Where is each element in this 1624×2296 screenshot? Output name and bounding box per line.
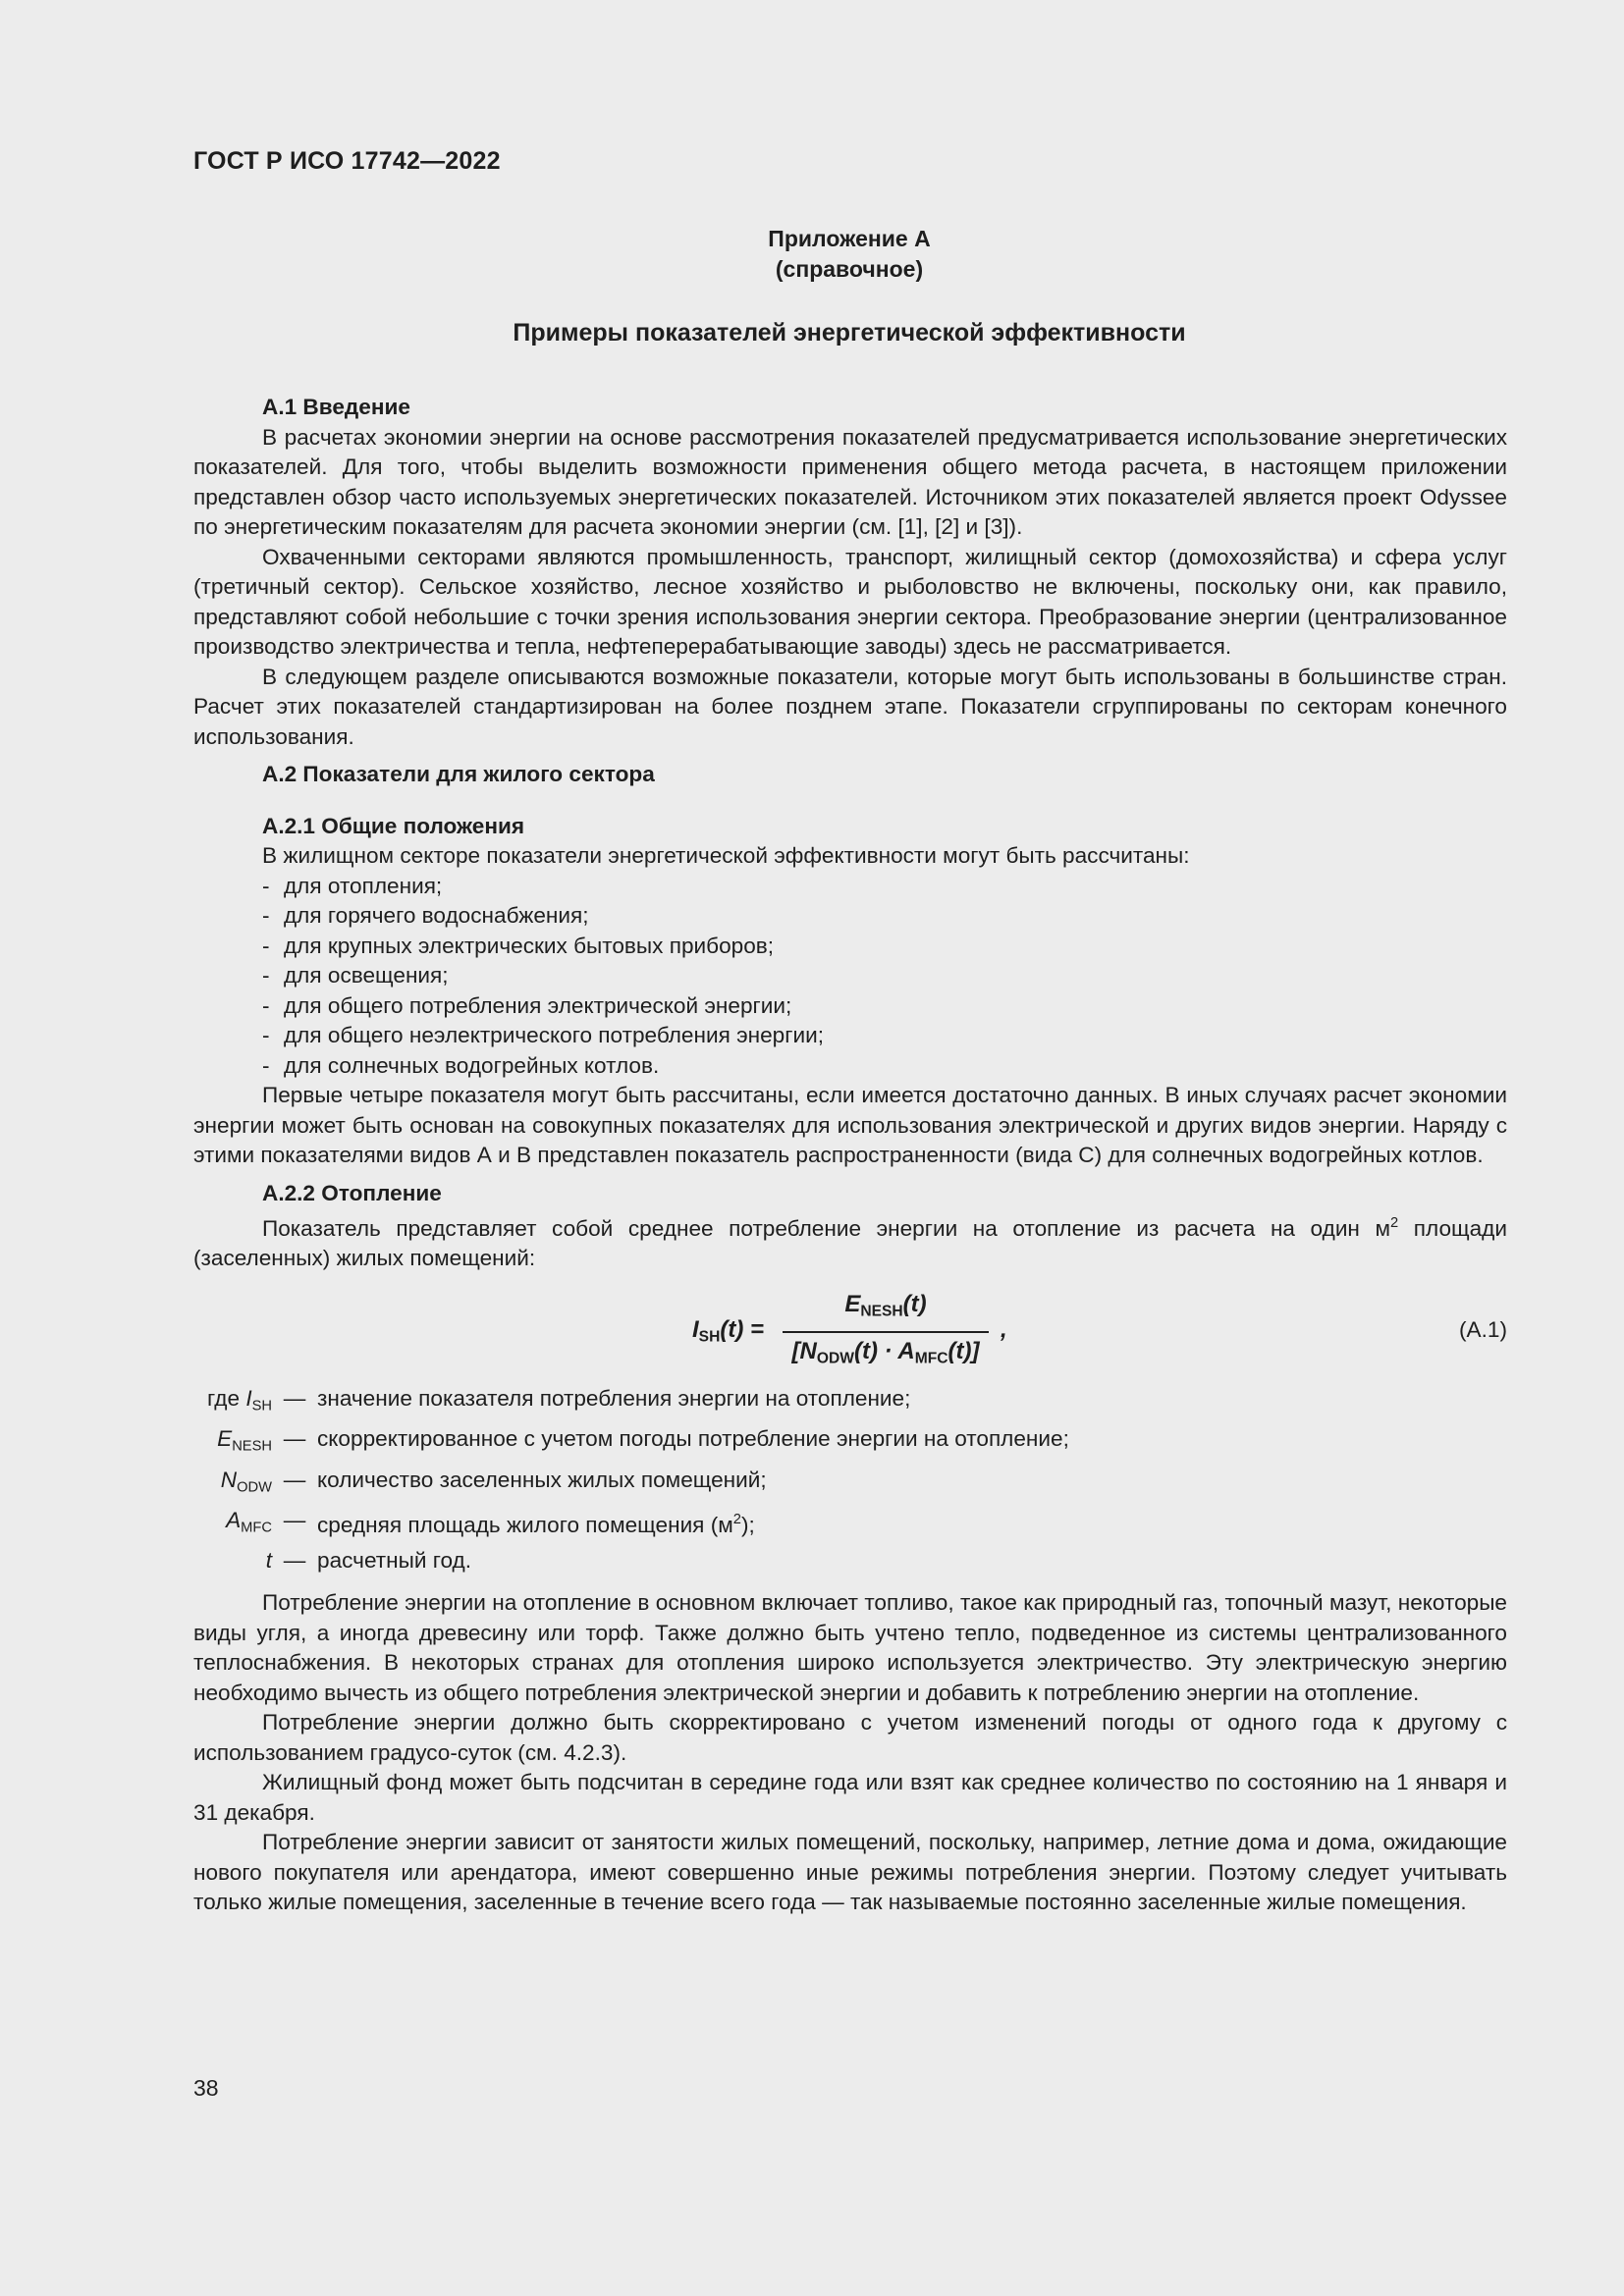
formula-number: (А.1): [1459, 1316, 1507, 1342]
legend-row: $A_{MFC}$ — средняя площадь жилого помещения $(м^2)$;: [191, 1504, 1069, 1544]
annex-type: (справочное): [775, 256, 924, 282]
annex-heading: [0, 224, 1624, 285]
paragraph: Показатель представляет собой среднее потребление энергии на отопление из расчета на один $м^2$ площади (заселенных) жилых помещений:: [193, 1215, 1507, 1271]
formula-numerator: $E_{NESH}(t)$: [783, 1290, 989, 1333]
formula-denominator: $[N_{ODW}(t) \cdot A_{MFC}(t)]$: [791, 1337, 980, 1367]
paragraph: Потребление энергии зависит от занятости жилых помещений, поскольку, например, летние дома и дома, ожидающие нового покупателя или арендатора, имеют совершенно иные режимы потребления энергии. Поэтому следует учитывать только жилые помещения, заселенные в течение всего года — так называемые постоянно заселенные жилые помещения.: [193, 1830, 1507, 1915]
section-a21-heading: А.2.1 Общие положения: [262, 813, 525, 838]
list-item: - для горячего водоснабжения;: [262, 901, 1507, 932]
legend-row: $N_{ODW}$ — количество заселенных жилых помещений;: [191, 1464, 1069, 1504]
page-number: 38: [193, 2075, 219, 2101]
legend-description: средняя площадь жилого помещения $(м^2)$;: [317, 1512, 755, 1537]
formula-a1: [193, 1290, 1507, 1378]
indicator-list: [193, 872, 1507, 1082]
where-legend: [191, 1382, 1069, 1577]
paragraph: Потребление энергии на отопление в основном включает топливо, такое как природный газ, топочный мазут, некоторые виды угля, а иногда древесину или торф. Также должно быть учтено тепло, подведенное из системы централизованного теплоснабжения. В некоторых странах для отопления широко используется электричество. Эту электрическую энергию необходимо вычесть из общего потребления электрической энергии и добавить к потреблению энергии на отопление.: [193, 1590, 1507, 1705]
list-item: - для крупных электрических бытовых приборов;: [262, 932, 1507, 962]
document-body: [193, 393, 1507, 1918]
standard-header: ГОСТ Р ИСО 17742—2022: [193, 147, 501, 175]
legend-row: $E_{NESH}$ — скорректированное с учетом погоды потребление энергии на отопление;: [191, 1422, 1069, 1463]
legend-row: t — расчетный год.: [191, 1544, 1069, 1576]
section-a2-heading: А.2 Показатели для жилого сектора: [262, 762, 655, 786]
list-intro: В жилищном секторе показатели энергетической эффективности могут быть рассчитаны:: [262, 843, 1190, 868]
legend-description: расчетный год.: [317, 1548, 471, 1574]
list-item: - для отопления;: [262, 872, 1507, 902]
list-item: - для общего потребления электрической энергии;: [262, 991, 1507, 1022]
paragraph: В следующем разделе описываются возможные показатели, которые могут быть использованы в большинстве стран. Расчет этих показателей стандартизирован на более позднем этапе. Показатели сгруппированы по секторам конечного использования.: [193, 664, 1507, 749]
paragraph: Потребление энергии должно быть скорректировано с учетом изменений погоды от одного года к другому с использованием градусо-суток (см. 4.2.3).: [193, 1710, 1507, 1765]
paragraph: Первые четыре показателя могут быть рассчитаны, если имеется достаточно данных. В иных случаях расчет экономии энергии может быть основан на совокупных показателях для использования электрической и других видов энергии. Наряду с этими показателями видов А и В представлен показатель распространенности (вида С) для солнечных водогрейных котлов.: [193, 1083, 1507, 1167]
formula-fraction: [783, 1290, 989, 1374]
paragraph: Жилищный фонд может быть подсчитан в середине года или взят как среднее количество по состоянию на 1 января и 31 декабря.: [193, 1770, 1507, 1825]
section-a22-heading: А.2.2 Отопление: [262, 1180, 442, 1205]
legend-description: скорректированное с учетом погоды потребление энергии на отопление;: [317, 1426, 1069, 1452]
legend-description: количество заселенных жилых помещений;: [317, 1467, 767, 1492]
section-a1-heading: А.1 Введение: [262, 395, 410, 419]
annex-label: Приложение А: [768, 226, 931, 251]
list-item: - для солнечных водогрейных котлов.: [262, 1051, 1507, 1082]
formula-lhs: $I_{SH}(t)$ =: [692, 1315, 765, 1346]
paragraph: Охваченными секторами являются промышленность, транспорт, жилищный сектор (домохозяйства) и сфера услуг (третичный сектор). Сельское хозяйство, лесное хозяйство и рыболовство не включены, поскольку они, как правило, представляют собой небольшие с точки зрения использования энергии сектора. Преобразование энергии (централизованное производство электричества и тепла, нефтеперерабатывающие заводы) здесь не рассматривается.: [193, 544, 1507, 659]
where-word: где: [207, 1385, 241, 1411]
legend-description: значение показателя потребления энергии на отопление;: [317, 1385, 911, 1411]
paragraph: В расчетах экономии энергии на основе рассмотрения показателей предусматривается использование энергетических показателей. Для того, чтобы выделить возможности применения общего метода расчета, в настоящем приложении представлен обзор часто используемых энергетических показателей. Источником этих показателей является проект Odyssee по энергетическим показателям для расчета экономии энергии (см. [1], [2] и [3]).: [193, 424, 1507, 539]
annex-title: Примеры показателей энергетической эффективности: [513, 319, 1186, 347]
formula-comma: ,: [1001, 1315, 1007, 1343]
list-item: - для освещения;: [262, 961, 1507, 991]
legend-row: где $I_{SH}$ — значение показателя потребления энергии на отопление;: [191, 1382, 1069, 1422]
list-item: - для общего неэлектрического потребления энергии;: [262, 1021, 1507, 1051]
